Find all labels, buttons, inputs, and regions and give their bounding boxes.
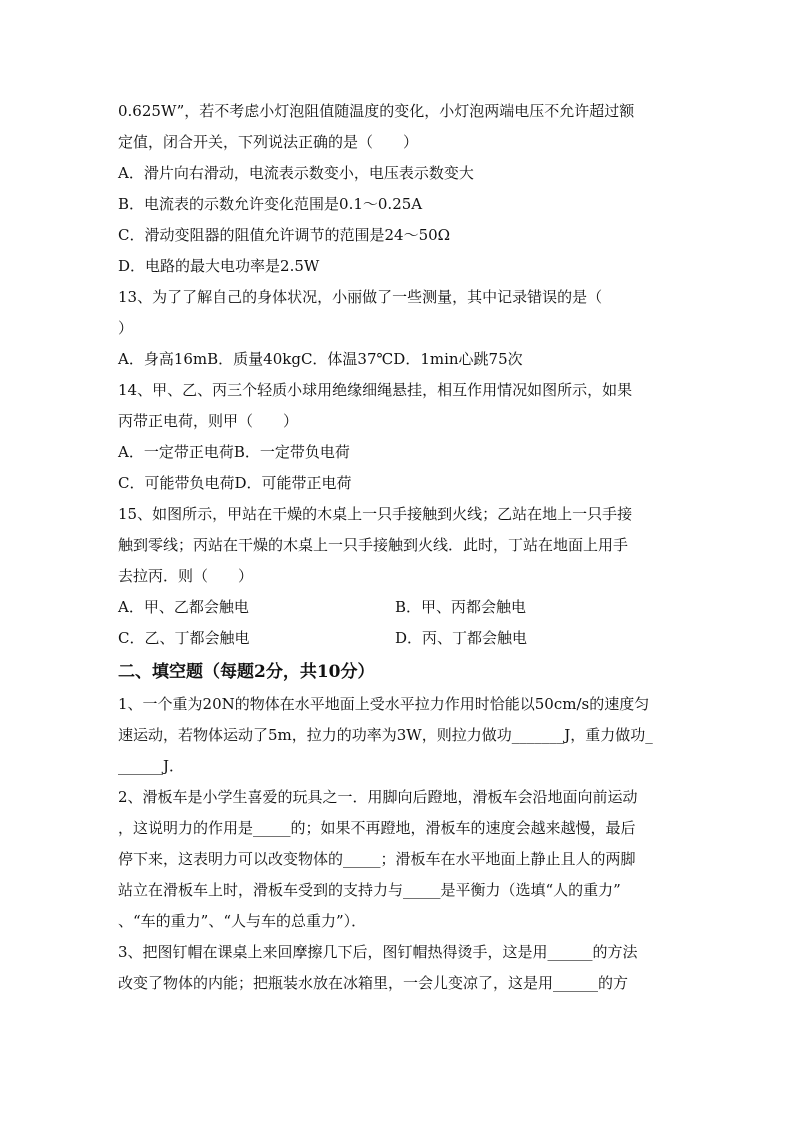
fill2-line-2: ，这说明力的作用是_____的；如果不再蹬地，滑板车的速度会越来越慢，最后 <box>118 819 636 837</box>
fill2-line-5: 、“车的重力”、“人与车的总重力”）． <box>118 912 367 930</box>
q15-option-c: C．乙、丁都会触电 <box>118 629 250 647</box>
q14-line-2: 丙带正电荷，则甲（ ） <box>118 412 299 430</box>
q15-line-2: 触到零线；丙站在干燥的木桌上一只手接触到火线．此时，丁站在地面上用手 <box>118 536 629 554</box>
fill1-line-2: 速运动，若物体运动了5m，拉力的功率为3W，则拉力做功_______J，重力做功_ <box>118 726 653 744</box>
q13-line-1: 13、为了了解自己的身体状况，小丽做了一些测量，其中记录错误的是（ <box>118 288 603 306</box>
q14-options-cd: C．可能带负电荷D．可能带正电荷 <box>118 474 352 492</box>
fill1-line-3: ______J． <box>118 757 185 775</box>
fill2-line-1: 2、滑板车是小学生喜爱的玩具之一．用脚向后蹬地，滑板车会沿地面向前运动 <box>118 788 638 806</box>
q14-options-ab: A．一定带正电荷B．一定带负电荷 <box>118 443 350 461</box>
fill3-line-1: 3、把图钉帽在课桌上来回摩擦几下后，图钉帽热得烫手，这是用______的方法 <box>118 943 638 961</box>
q15-line-1: 15、如图所示，甲站在干燥的木桌上一只手接触到火线；乙站在地上一只手接 <box>118 505 633 523</box>
q15-option-a: A．甲、乙都会触电 <box>118 598 249 616</box>
q15-options-row-2 <box>118 623 678 654</box>
fill2-line-3: 停下来，这表明力可以改变物体的_____；滑板车在水平地面上静止且人的两脚 <box>118 850 636 868</box>
q12-option-d: D．电路的最大电功率是2.5W <box>118 257 320 275</box>
q12-option-b: B．电流表的示数允许变化范围是0.1～0.25A <box>118 195 423 213</box>
q15-option-b: B．甲、丙都会触电 <box>395 598 527 616</box>
q12-line-1: 0.625W”，若不考虑小灯泡阻值随温度的变化，小灯泡两端电压不允许超过额 <box>118 102 635 120</box>
fill3-line-2: 改变了物体的内能；把瓶装水放在冰箱里，一会儿变凉了，这是用______的方 <box>118 974 629 992</box>
q12-option-c: C．滑动变阻器的阻值允许调节的范围是24～50Ω <box>118 226 451 244</box>
q13-options: A．身高16mB．质量40kgC．体温37℃D．1min心跳75次 <box>118 350 523 368</box>
section-title-fill-in: 二、填空题（每题2分，共10分） <box>118 662 375 682</box>
fill2-line-4: 站立在滑板车上时，滑板车受到的支持力与_____是平衡力（选填“人的重力” <box>118 881 621 899</box>
q14-line-1: 14、甲、乙、丙三个轻质小球用绝缘细绳悬挂，相互作用情况如图所示，如果 <box>118 381 633 399</box>
q12-option-a: A．滑片向右滑动，电流表示数变小，电压表示数变大 <box>118 164 474 182</box>
fill1-line-1: 1、一个重为20N的物体在水平地面上受水平拉力作用时恰能以50cm/s的速度匀 <box>118 695 650 713</box>
q13-line-2: ） <box>118 319 134 337</box>
q12-line-2: 定值，闭合开关，下列说法正确的是（ ） <box>118 133 419 151</box>
document-page <box>118 96 678 999</box>
q15-line-3: 去拉丙．则（ ） <box>118 567 254 585</box>
q15-option-d: D．丙、丁都会触电 <box>395 629 528 647</box>
q15-options-row-1 <box>118 592 678 623</box>
